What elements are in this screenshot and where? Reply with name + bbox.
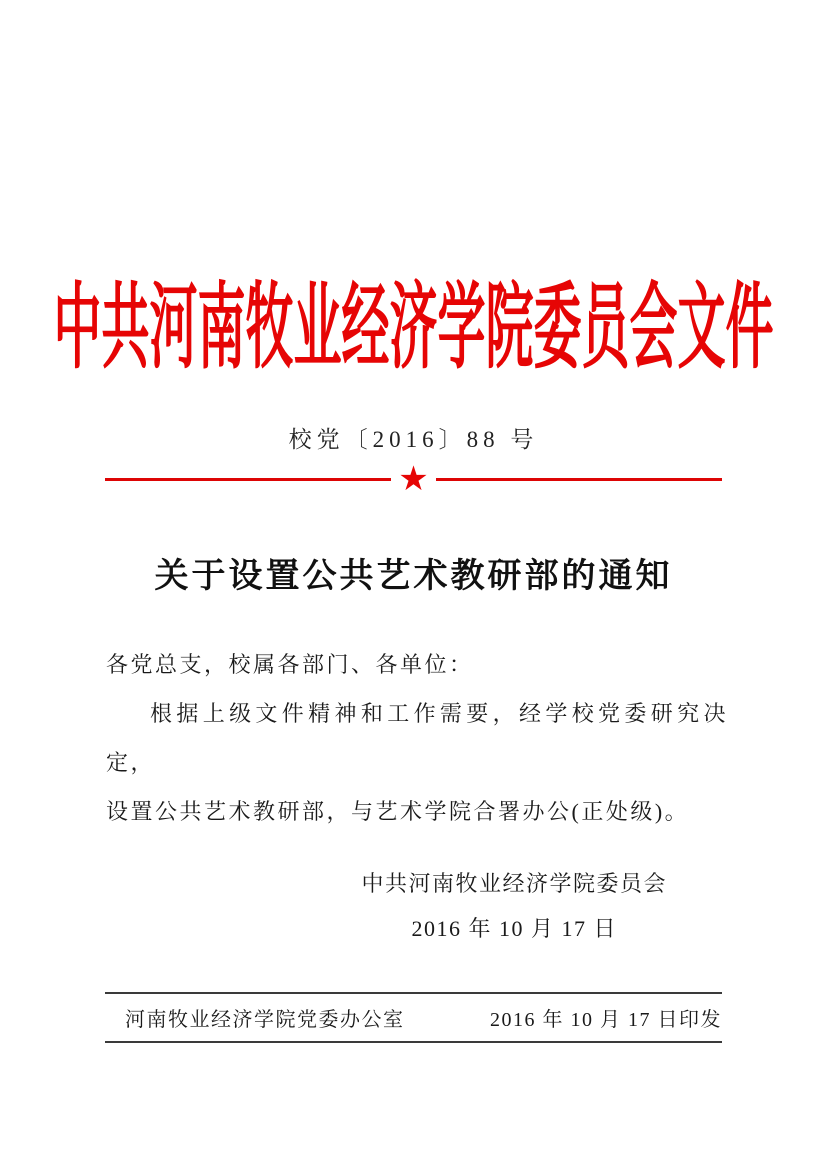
red-divider-line-right [436, 478, 722, 481]
document-header-title: 中共河南牧业经济学院委员会文件 [53, 277, 774, 382]
body-line: 设置公共艺术教研部，与艺术学院合署办公(正处级)。 [106, 799, 690, 824]
salutation-line: 各党总支，校属各部门、各单位： [106, 652, 474, 677]
document-body [106, 640, 728, 836]
footer-bar [105, 992, 722, 1043]
notice-title: 关于设置公共艺术教研部的通知 [154, 558, 673, 595]
footer-print-date: 2016 年 10 月 17 日印发 [490, 1009, 722, 1031]
body-line: 根据上级文件精神和工作需要，经学校党委研究决定， [106, 701, 728, 775]
signature-block [361, 861, 667, 951]
issue-date: 2016 年 10 月 17 日 [411, 916, 617, 941]
issuer-name: 中共河南牧业经济学院委员会 [361, 871, 667, 896]
document-number: 校党〔2016〕88 号 [288, 427, 539, 452]
star-icon: ★ [398, 459, 429, 499]
red-divider-line-left [105, 478, 391, 481]
red-divider [105, 459, 722, 499]
footer-office: 河南牧业经济学院党委办公室 [125, 1009, 405, 1031]
